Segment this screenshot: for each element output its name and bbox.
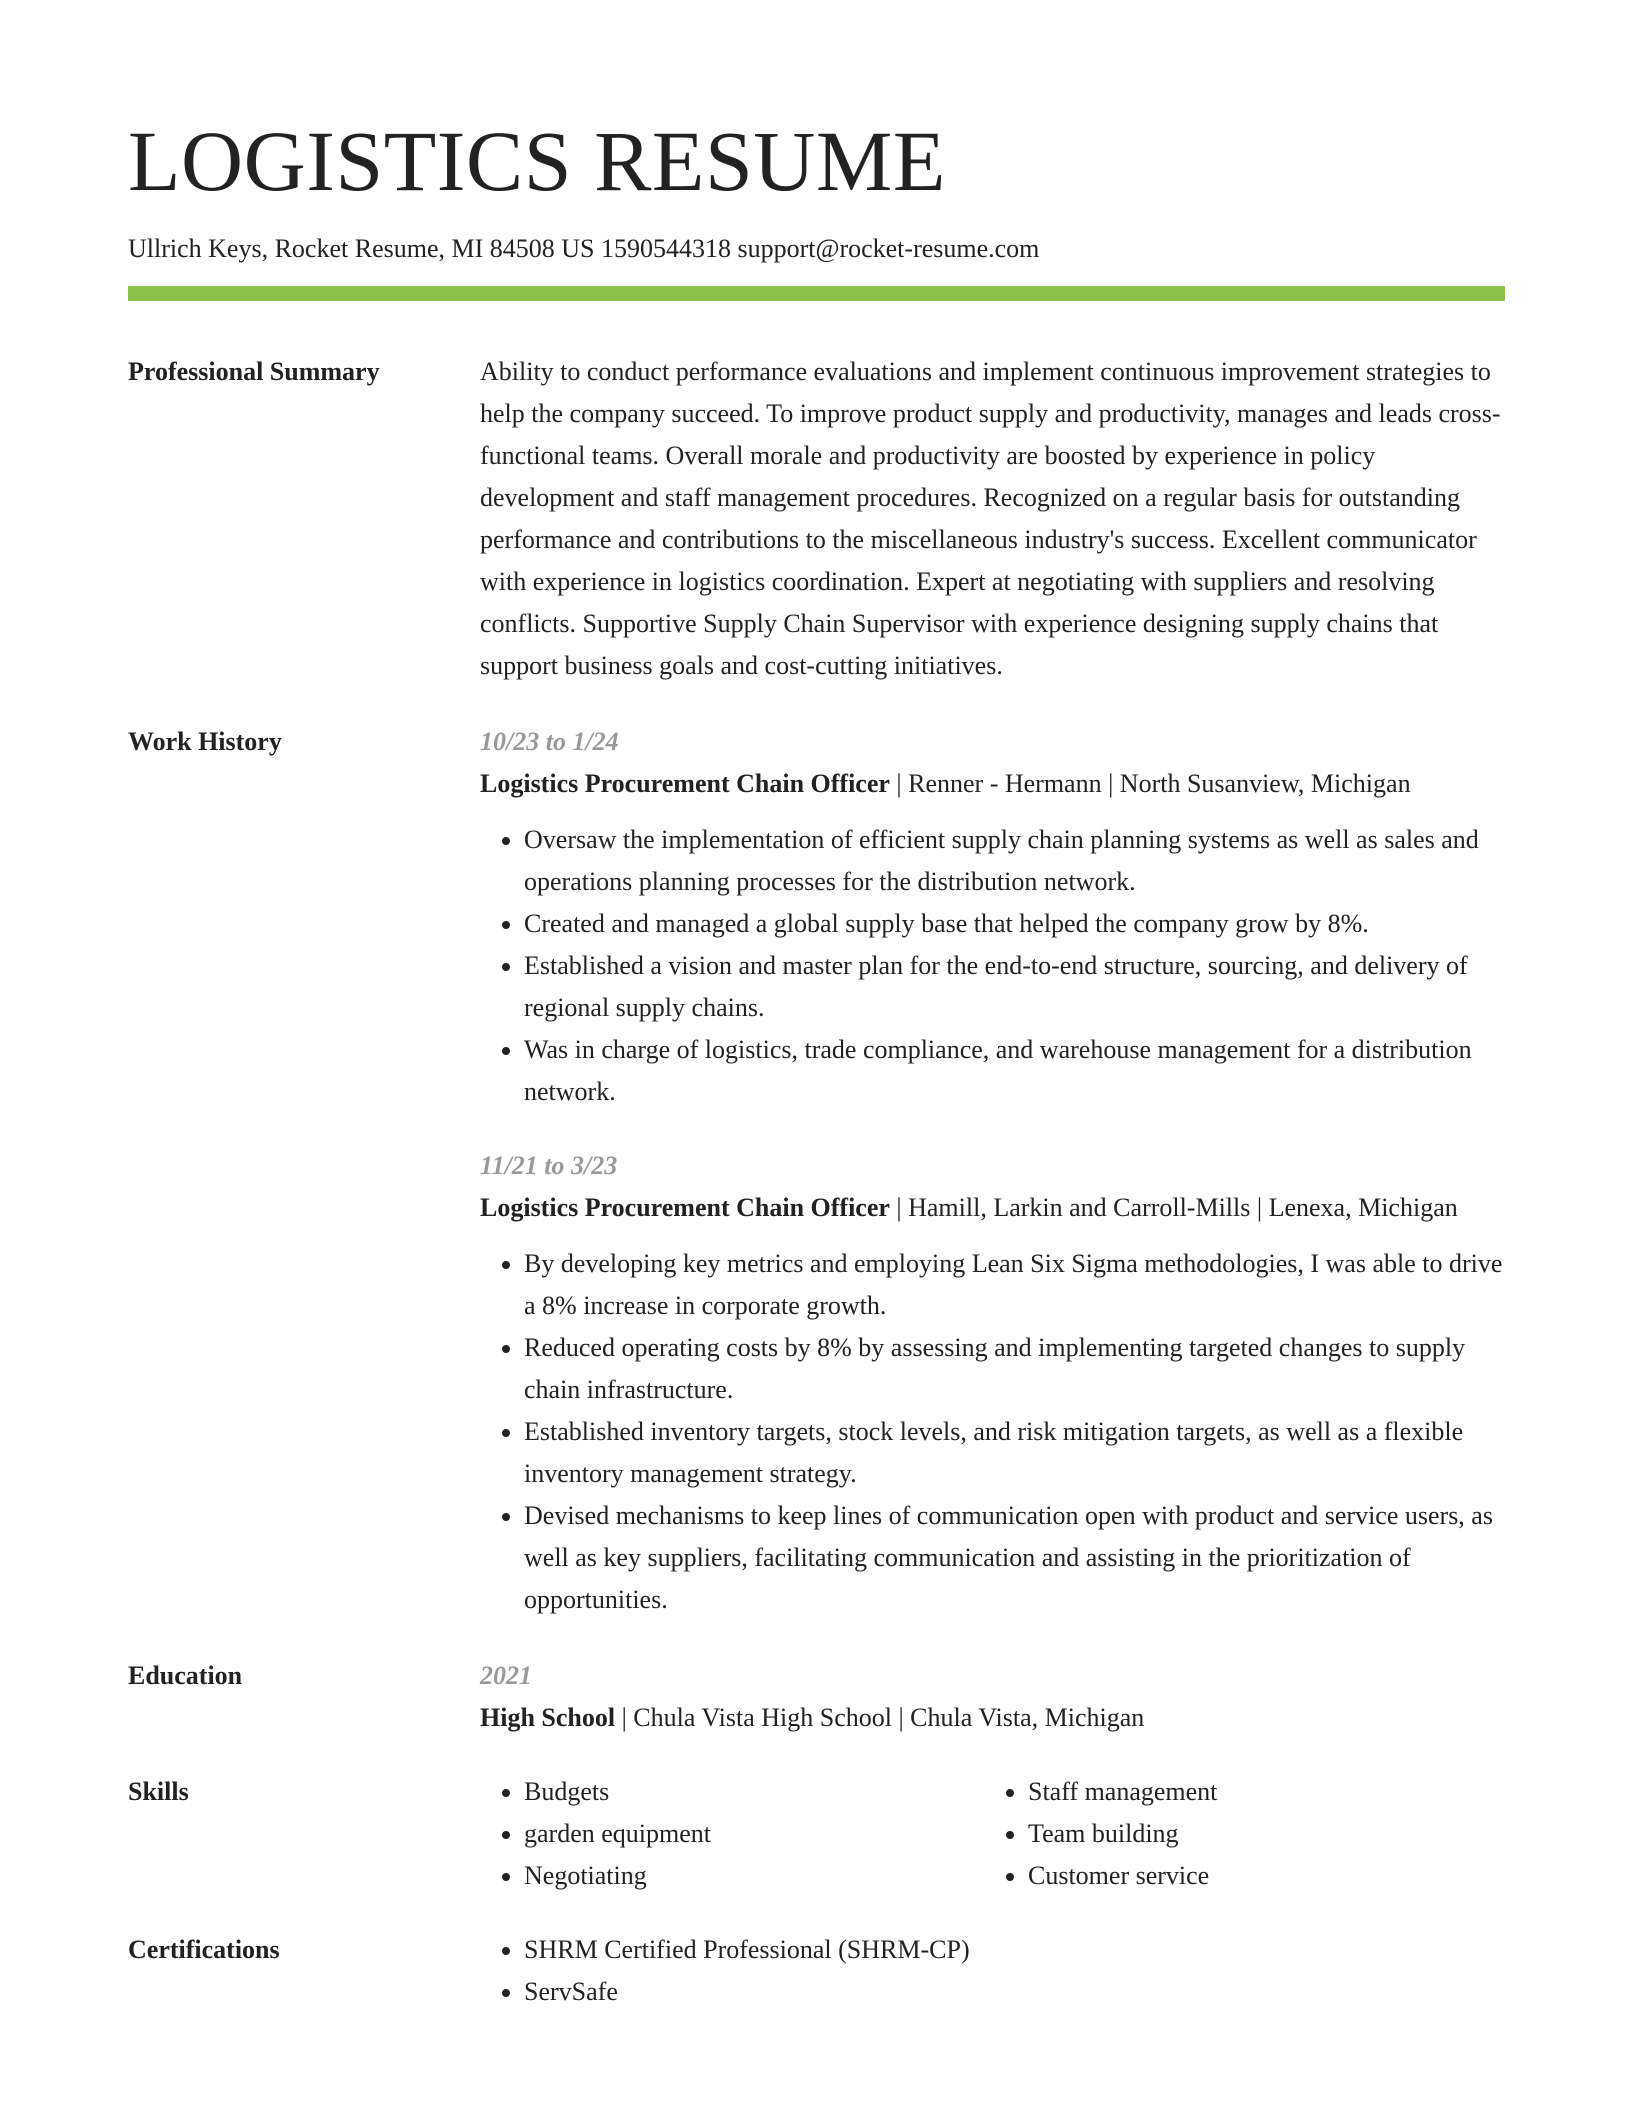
job-title: Logistics Procurement Chain Officer: [480, 769, 890, 798]
certification-item: • ServSafe: [524, 1971, 1505, 2013]
work-history-label: Work History: [128, 727, 282, 756]
education-details: | Chula Vista High School | Chula Vista, Michigan: [615, 1703, 1145, 1732]
resume-title: LOGISTICS RESUME: [128, 113, 946, 209]
job-bullet: • Reduced operating costs by 8% by assessing and implementing targeted changes to supply chain infrastructure.: [524, 1327, 1505, 1411]
skill-item: • Negotiating: [524, 1855, 984, 1897]
skills-section: [128, 1771, 1505, 1897]
job-bullet: • Devised mechanisms to keep lines of communication open with product and service users, as well as key suppliers, facilitating communication and assisting in the prioritization of opportunities.: [524, 1495, 1505, 1621]
work-history-section: [128, 721, 1505, 1621]
certifications-body: [480, 1929, 1505, 2013]
education-year: 2021: [480, 1661, 532, 1690]
resume-content: [128, 351, 1505, 2013]
job-entry: [480, 1145, 1505, 1621]
job-dates: 11/21 to 3/23: [480, 1151, 618, 1180]
skill-item: • garden equipment: [524, 1813, 984, 1855]
job-bullet: • Created and managed a global supply base that helped the company grow by 8%.: [524, 903, 1505, 945]
certifications-label: Certifications: [128, 1935, 280, 1964]
job-bullet: • Was in charge of logistics, trade compliance, and warehouse management for a distribution network.: [524, 1029, 1505, 1113]
skill-item: • Team building: [1028, 1813, 1488, 1855]
education-heading: [480, 1697, 1505, 1739]
job-bullets: [480, 1243, 1505, 1621]
certification-item: • SHRM Certified Professional (SHRM-CP): [524, 1929, 1505, 1971]
summary-body: [480, 351, 1505, 687]
skill-item: • Customer service: [1028, 1855, 1488, 1897]
skills-body: [480, 1771, 1505, 1897]
job-bullet: • Established a vision and master plan for the end-to-end structure, sourcing, and delivery of regional supply chains.: [524, 945, 1505, 1029]
education-label: Education: [128, 1661, 243, 1690]
job-heading: [480, 763, 1505, 805]
education-section: [128, 1655, 1505, 1739]
job-bullet: • By developing key metrics and employing Lean Six Sigma methodologies, I was able to drive a 8% increase in corporate growth.: [524, 1243, 1505, 1327]
education-body: [480, 1655, 1505, 1739]
job-bullets: [480, 819, 1505, 1113]
skills-list-left: [480, 1771, 984, 1897]
skills-list-right: [984, 1771, 1488, 1897]
skills-label: Skills: [128, 1777, 189, 1806]
work-history-body: [480, 721, 1505, 1621]
job-details: | Renner - Hermann | North Susanview, Michigan: [889, 769, 1411, 798]
education-degree: High School: [480, 1703, 616, 1732]
job-details: | Hamill, Larkin and Carroll-Mills | Lenexa, Michigan: [889, 1193, 1458, 1222]
job-entry: [480, 721, 1505, 1113]
job-title: Logistics Procurement Chain Officer: [480, 1193, 890, 1222]
contact-line: Ullrich Keys, Rocket Resume, MI 84508 US 1590544318 support@rocket-resume.com: [128, 234, 1040, 263]
skill-item: • Budgets: [524, 1771, 984, 1813]
summary-label: Professional Summary: [128, 357, 380, 386]
job-dates: 10/23 to 1/24: [480, 727, 619, 756]
job-bullet: • Established inventory targets, stock levels, and risk mitigation targets, as well as a flexible inventory management strategy.: [524, 1411, 1505, 1495]
skill-item: • Staff management: [1028, 1771, 1488, 1813]
summary-text: Ability to conduct performance evaluations and implement continuous improvement strategies to help the company succeed. To improve product supply and productivity, manages and leads cross-functional teams. Overall morale and productivity are boosted by experience in policy development and staff management procedures. Recognized on a regular basis for outstanding performance and contributions to the miscellaneous industry's success. Excellent communicator with experience in logistics coordination. Expert at negotiating with suppliers and resolving conflicts. Supportive Supply Chain Supervisor with experience designing supply chains that support business goals and cost-cutting initiatives.: [480, 357, 1501, 680]
certifications-section: [128, 1929, 1505, 2013]
job-bullet: • Oversaw the implementation of efficient supply chain planning systems as well as sales and operations planning processes for the distribution network.: [524, 819, 1505, 903]
summary-section: [128, 351, 1505, 687]
accent-divider: [128, 286, 1505, 301]
job-heading: [480, 1187, 1505, 1229]
certifications-list: [480, 1929, 1505, 2013]
